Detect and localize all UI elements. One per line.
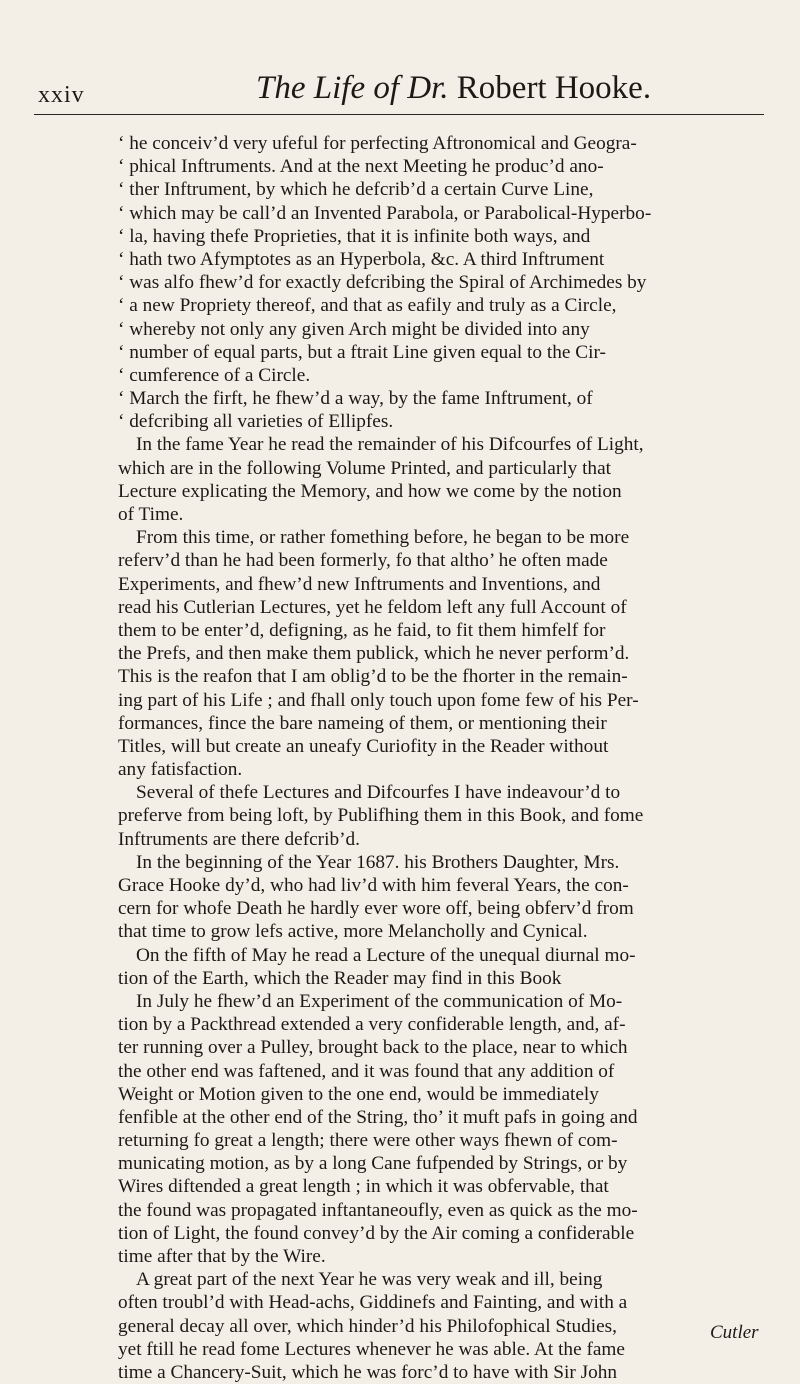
text-line: Experiments, and fhew’d new Inftruments and Inventions, and bbox=[118, 573, 601, 595]
text-line: tion of the Earth, which the Reader may find in this Book bbox=[118, 967, 562, 989]
text-line: referv’d than he had been formerly, fo that altho’ he often made bbox=[118, 550, 608, 572]
text-line: the found was propagated inftantaneoufly, even as quick as the mo- bbox=[118, 1199, 638, 1221]
text-line: ‘ hath two Afymptotes as an Hyperbola, &c. A third Inftrument bbox=[118, 248, 605, 270]
text-line: any fatisfaction. bbox=[118, 759, 243, 781]
text-line: time after that by the Wire. bbox=[118, 1246, 326, 1267]
text-line: preferve from being loft, by Publifhing them in this Book, and fome bbox=[118, 805, 644, 827]
text-line: ‘ number of equal parts, but a ftrait Line given equal to the Cir- bbox=[118, 341, 606, 363]
text-line: ‘ ther Inftrument, by which he defcrib’d a certain Curve Line, bbox=[118, 179, 594, 201]
text-line: often troubl’d with Head-achs, Giddinefs and Fainting, and with a bbox=[118, 1292, 628, 1314]
text-line: the Prefs, and then make them publick, which he never perform’d. bbox=[118, 643, 630, 665]
running-head-name: Robert Hooke. bbox=[456, 70, 652, 106]
text-line: ‘ a new Propriety thereof, and that as eafily and truly as a Circle, bbox=[118, 295, 617, 317]
text-line: In the beginning of the Year 1687. his Brothers Daughter, Mrs. bbox=[136, 851, 620, 873]
running-head-title: The Life of Dr. bbox=[256, 70, 449, 106]
text-line: which are in the following Volume Printed, and particularly that bbox=[118, 457, 611, 479]
text-line: read his Cutlerian Lectures, yet he feldom left any full Account of bbox=[118, 596, 627, 618]
text-line: returning fo great a length; there were other ways fhewn of com- bbox=[118, 1130, 618, 1152]
text-line: In the fame Year he read the remainder of his Difcourfes of Light, bbox=[136, 434, 644, 456]
text-line: of Time. bbox=[118, 504, 184, 525]
text-line: Lecture explicating the Memory, and how we come by the notion bbox=[118, 480, 622, 502]
text-line: them to be enter’d, defigning, as he faid, to fit them himfelf for bbox=[118, 619, 606, 641]
text-line: ‘ whereby not only any given Arch might be divided into any bbox=[118, 318, 590, 340]
text-line: In July he fhew’d an Experiment of the communication of Mo- bbox=[136, 990, 623, 1012]
text-line: general decay all over, which hinder’d his Philofophical Studies, bbox=[118, 1315, 617, 1337]
text-line: ing part of his Life ; and fhall only touch upon fome few of his Per- bbox=[118, 689, 639, 711]
text-line: tion of Light, the found convey’d by the Air coming a confiderable bbox=[118, 1222, 635, 1244]
text-line: Weight or Motion given to the one end, would be immediately bbox=[118, 1083, 599, 1105]
text-line: Wires diftended a great length ; in which it was obfervable, that bbox=[118, 1176, 609, 1198]
text-line: A great part of the next Year he was very weak and ill, being bbox=[136, 1269, 603, 1291]
text-line: Several of thefe Lectures and Difcourfes I have indeavour’d to bbox=[136, 782, 621, 804]
text-line: From this time, or rather fomething before, he began to be more bbox=[136, 527, 630, 549]
text-line: fenfible at the other end of the String, tho’ it muft pafs in going and bbox=[118, 1106, 638, 1128]
text-line: ‘ was alfo fhew’d for exactly defcribing the Spiral of Archimedes by bbox=[118, 272, 647, 294]
text-line: On the fifth of May he read a Lecture of the unequal diurnal mo- bbox=[136, 944, 636, 966]
text-line: ‘ defcribing all varieties of Ellipfes. bbox=[118, 411, 394, 433]
text-line: ‘ phical Inftruments. And at the next Meeting he produc’d ano- bbox=[118, 156, 604, 178]
text-line: ‘ which may be call’d an Invented Parabola, or Parabolical-Hyperbo- bbox=[118, 202, 652, 224]
text-line: the other end was faftened, and it was found that any addition of bbox=[118, 1060, 615, 1082]
text-line: Grace Hooke dy’d, who had liv’d with him feveral Years, the con- bbox=[118, 875, 629, 896]
text-line: Inftruments are there defcrib’d. bbox=[118, 828, 360, 850]
running-head bbox=[256, 70, 651, 107]
text-line: tion by a Packthread extended a very confiderable length, and, af- bbox=[118, 1014, 626, 1036]
text-line: This is the reafon that I am oblig’d to be the fhorter in the remain- bbox=[118, 666, 628, 688]
text-line: ‘ la, having thefe Proprieties, that it is infinite both ways, and bbox=[118, 225, 591, 247]
text-line: ‘ March the firft, he fhew’d a way, by the fame Inftrument, of bbox=[118, 388, 593, 410]
catchword: Cutler bbox=[710, 1322, 759, 1343]
text-line: time a Chancery-Suit, which he was forc’d to have with Sir John bbox=[118, 1361, 618, 1383]
text-line: municating motion, as by a long Cane fufpended by Strings, or by bbox=[118, 1153, 628, 1175]
text-line: Titles, will but create an uneafy Curiofity in the Reader without bbox=[118, 735, 609, 757]
header-rule bbox=[34, 114, 764, 115]
text-line: ‘ he conceiv’d very ufeful for perfecting Aftronomical and Geogra- bbox=[118, 133, 637, 154]
text-line: ter running over a Pulley, brought back to the place, near to which bbox=[118, 1037, 628, 1059]
page-number: xxiv bbox=[38, 82, 85, 108]
text-line: yet ftill he read fome Lectures whenever he was able. At the fame bbox=[118, 1338, 625, 1360]
text-line: formances, fince the bare nameing of them, or mentioning their bbox=[118, 712, 607, 734]
body-text bbox=[118, 132, 800, 1384]
text-line: that time to grow lefs active, more Melancholly and Cynical. bbox=[118, 921, 588, 943]
text-line: ‘ cumference of a Circle. bbox=[118, 364, 311, 386]
text-line: cern for whofe Death he hardly ever wore off, being obferv’d from bbox=[118, 898, 634, 920]
